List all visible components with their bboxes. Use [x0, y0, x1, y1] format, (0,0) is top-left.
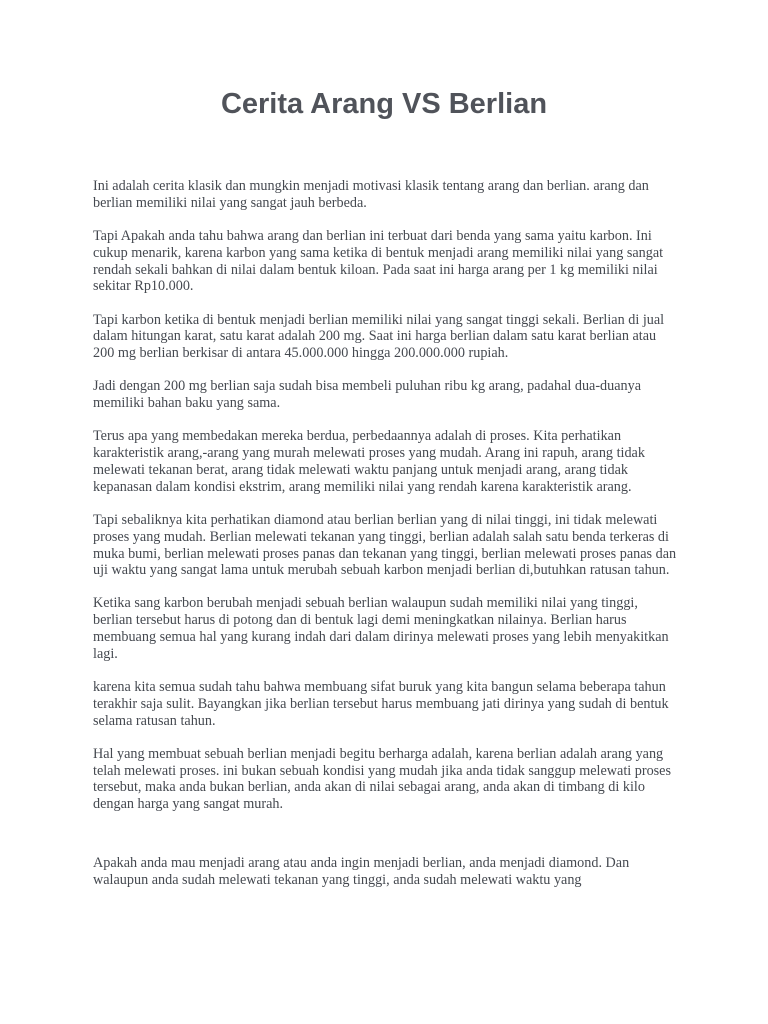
paragraph-bad-habits: karena kita semua sudah tahu bahwa membuang sifat buruk yang kita bangun selama beberapa tahun terakhir saja sulit. Bayangkan jika berlian tersebut harus membuang jati dirinya yang sudah di bentuk selama ratusan tahun.	[93, 679, 669, 729]
paragraph-diamond-value: Tapi karbon ketika di bentuk menjadi berlian memiliki nilai yang sangat tinggi sekali. Berlian di jual dalam hitungan karat, satu karat adalah 200 mg. Saat ini harga berlian dalam satu karat berlian atau 200 mg berlian berkisar di antara 45.000.000 hingga 200.000.000 rupiah.	[93, 311, 665, 362]
paragraph-diamond-process: Tapi sebaliknya kita perhatikan diamond atau berlian berlian yang di nilai tinggi, ini tidak melewati proses yang mudah. Berlian melewati tekanan yang tinggi, berlian adalah salah satu benda terkeras di muka bumi, berlian melewati proses panas dan tekanan yang tinggi, berlian melewati proses panas dan uji waktu yang sangat lama untuk merubah sebuah karbon menjadi berlian di,butuhkan ratusan tahun.	[93, 511, 677, 579]
paragraph-carbon-origin: Tapi Apakah anda tahu bahwa arang dan berlian ini terbuat dari benda yang sama yaitu karbon. Ini cukup menarik, karena karbon yang sama ketika di bentuk menjadi arang memiliki nilai yang sangat rendah sekali bahkan di nilai dalam bentuk kiloan. Pada saat ini harga arang per 1 kg memiliki nilai sekitar Rp10.000.	[93, 227, 664, 295]
document-title: Cerita Arang VS Berlian	[220, 88, 548, 120]
paragraph-charcoal-process: Terus apa yang membedakan mereka berdua, perbedaannya adalah di proses. Kita perhatikan karakteristik arang,-arang yang murah melewati proses yang mudah. Arang ini rapuh, arang tidak melewati tekanan berat, arang tidak melewati waktu panjang untuk menjadi arang, arang tidak kepanasan dalam kondisi ekstrim, arang memiliki nilai yang rendah karena karakteristik arang.	[93, 428, 645, 495]
paragraph-cutting: Ketika sang karbon berubah menjadi sebuah berlian walaupun sudah memiliki nilai yang tinggi, berlian tersebut harus di potong dan di bentuk lagi demi meningkatkan nilainya. Berlian harus membuang semua hal yang kurang indah dari dalam dirinya melewati proses yang lebih menyakitkan lagi.	[93, 595, 669, 662]
paragraph-comparison: Jadi dengan 200 mg berlian saja sudah bisa membeli puluhan ribu kg arang, padahal dua-duanya memiliki bahan baku yang sama.	[93, 378, 642, 412]
paragraph-intro: Ini adalah cerita klasik dan mungkin menjadi motivasi klasik tentang arang dan berlian. arang dan berlian memiliki nilai yang sangat jauh berbeda.	[93, 178, 649, 211]
paragraph-what-makes-valuable: Hal yang membuat sebuah berlian menjadi begitu berharga adalah, karena berlian adalah arang yang telah melewati proses. ini bukan sebuah kondisi yang mudah jika anda tidak sanggup melewati proses tersebut, maka anda bukan berlian, anda akan di nilai sebagai arang, anda akan di timbang di kilo dengan harga yang sangat murah.	[93, 745, 672, 813]
paragraph-closing: Apakah anda mau menjadi arang atau anda ingin menjadi berlian, anda menjadi diamond. Dan walaupun anda sudah melewati tekanan yang tinggi, anda sudah melewati waktu yang	[93, 855, 630, 888]
document-body	[93, 178, 678, 905]
